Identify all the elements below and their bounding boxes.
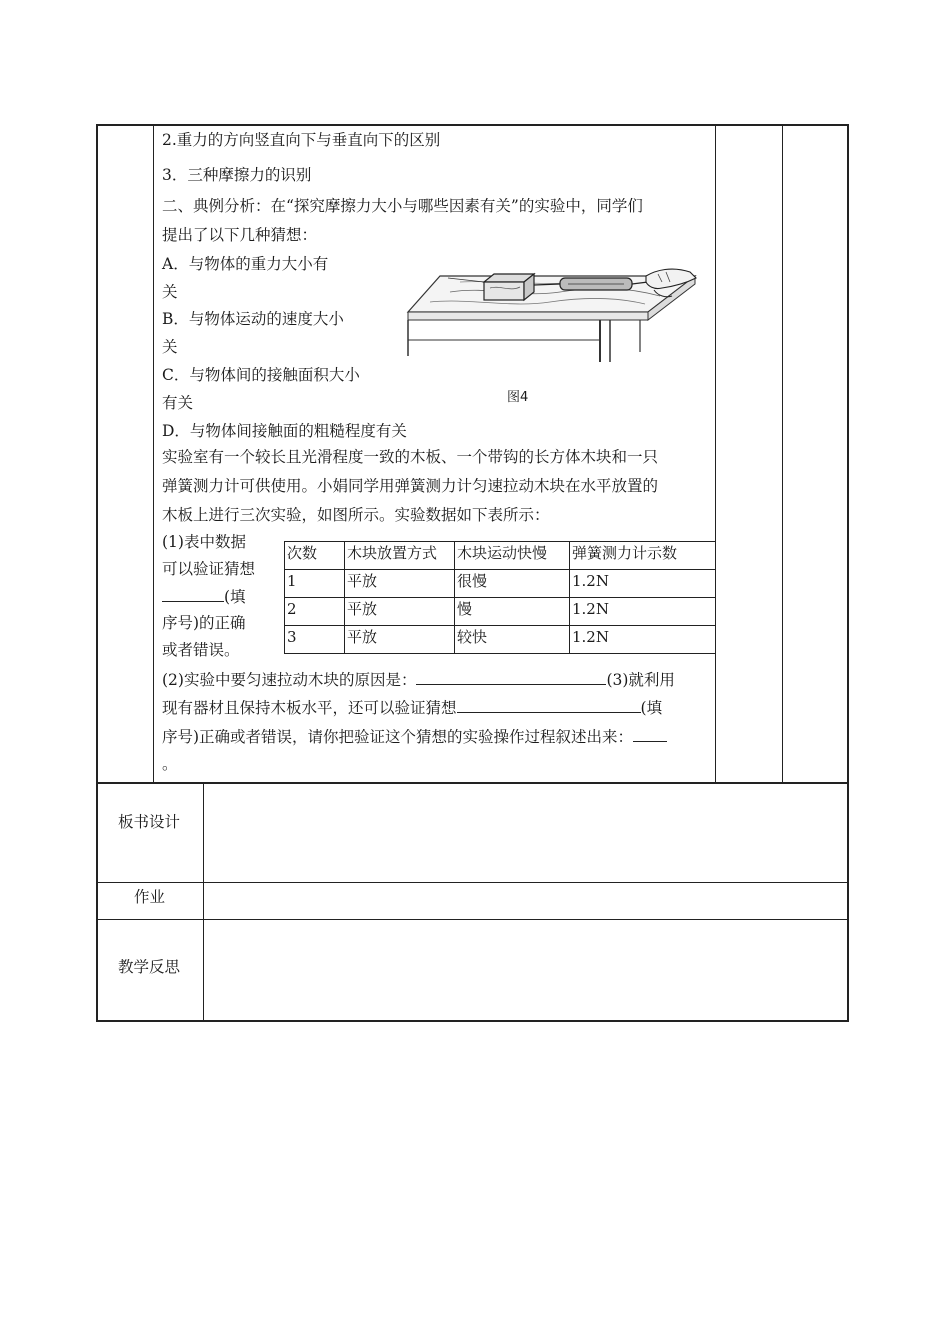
upper-border-left <box>96 124 98 784</box>
question-1-line-3: (填 <box>162 586 246 607</box>
hypothesis-a: A．与物体的重力大小有 <box>162 255 329 273</box>
cell-speed: 很慢 <box>455 570 570 598</box>
question-1-line-2: 可以验证猜想 <box>162 560 256 578</box>
lower-border-left <box>96 782 98 1022</box>
line-hypotheses-intro: 提出了以下几种猜想： <box>162 226 318 244</box>
cell-trial: 3 <box>285 626 345 654</box>
lower-row-divider-2 <box>96 919 849 920</box>
question-1-line-4: 序号)的正确 <box>162 614 246 632</box>
table-row <box>285 598 716 626</box>
paragraph-equipment-2: 弹簧测力计可供使用。小娟同学用弹簧测力计匀速拉动木块在水平放置的 <box>162 477 659 495</box>
table-header-row <box>285 542 716 570</box>
header-placement: 木块放置方式 <box>345 542 455 570</box>
board-design-label: 板书设计 <box>118 813 181 831</box>
question-3-line: 现有器材且保持木板水平，还可以验证猜想 (填 <box>162 699 663 717</box>
header-speed: 木块运动快慢 <box>455 542 570 570</box>
answer-blank-1[interactable] <box>162 586 224 602</box>
question-end-mark: 。 <box>162 755 178 773</box>
line-friction-types: 3．三种摩擦力的识别 <box>162 166 312 184</box>
table-row <box>285 570 716 598</box>
reflection-label: 教学反思 <box>118 958 181 976</box>
hypothesis-d: D．与物体间接触面的粗糙程度有关 <box>162 422 407 440</box>
answer-blank-2[interactable] <box>416 669 606 685</box>
cell-speed: 较快 <box>455 626 570 654</box>
lower-col-divider <box>203 782 204 1022</box>
hypothesis-b-cont: 关 <box>162 338 178 356</box>
cell-trial: 1 <box>285 570 345 598</box>
cell-trial: 2 <box>285 598 345 626</box>
upper-col-divider-3 <box>782 124 783 784</box>
hypothesis-c-cont: 有关 <box>162 394 194 412</box>
hypothesis-a-cont: 关 <box>162 283 178 301</box>
lower-border-right <box>847 782 849 1022</box>
paragraph-equipment-1: 实验室有一个较长且光滑程度一致的木板、一个带钩的长方体木块和一只 <box>162 448 659 466</box>
lower-row-divider-1 <box>96 882 849 883</box>
table-row <box>285 626 716 654</box>
cell-placement: 平放 <box>345 570 455 598</box>
cell-placement: 平放 <box>345 626 455 654</box>
header-reading: 弹簧测力计示数 <box>570 542 716 570</box>
homework-label: 作业 <box>134 888 166 906</box>
upper-col-divider-1 <box>153 124 154 784</box>
lower-border-top <box>96 782 849 784</box>
cell-reading: 1.2N <box>570 570 716 598</box>
cell-placement: 平放 <box>345 598 455 626</box>
upper-col-divider-2 <box>715 124 716 784</box>
cell-reading: 1.2N <box>570 626 716 654</box>
question-3-instruction: 序号)正确或者错误，请你把验证这个猜想的实验操作过程叙述出来： <box>162 726 667 747</box>
hypothesis-c: C．与物体间的接触面积大小 <box>162 366 360 384</box>
experiment-data-table <box>284 541 716 654</box>
question-2-line: (2)实验中要匀速拉动木块的原因是： (3)就利用 <box>162 671 675 689</box>
question-1-line-5: 或者错误。 <box>162 641 240 659</box>
question-1-line-1: (1)表中数据 <box>162 533 246 551</box>
figure-caption: 图4 <box>507 390 529 405</box>
lower-border-bottom <box>96 1020 849 1022</box>
header-trial: 次数 <box>285 542 345 570</box>
upper-border-top <box>96 124 849 126</box>
answer-blank-4[interactable] <box>633 726 667 742</box>
experiment-figure <box>400 252 710 372</box>
answer-blank-3[interactable] <box>457 697 641 713</box>
cell-speed: 慢 <box>455 598 570 626</box>
line-gravity-direction: 2.重力的方向竖直向下与垂直向下的区别 <box>162 131 441 149</box>
hypothesis-b: B．与物体运动的速度大小 <box>162 310 344 328</box>
paragraph-equipment-3: 木板上进行三次实验，如图所示。实验数据如下表所示： <box>162 506 550 524</box>
upper-border-right <box>847 124 849 784</box>
cell-reading: 1.2N <box>570 598 716 626</box>
line-example-intro: 二、典例分析：在“探究摩擦力大小与哪些因素有关”的实验中，同学们 <box>162 197 643 215</box>
